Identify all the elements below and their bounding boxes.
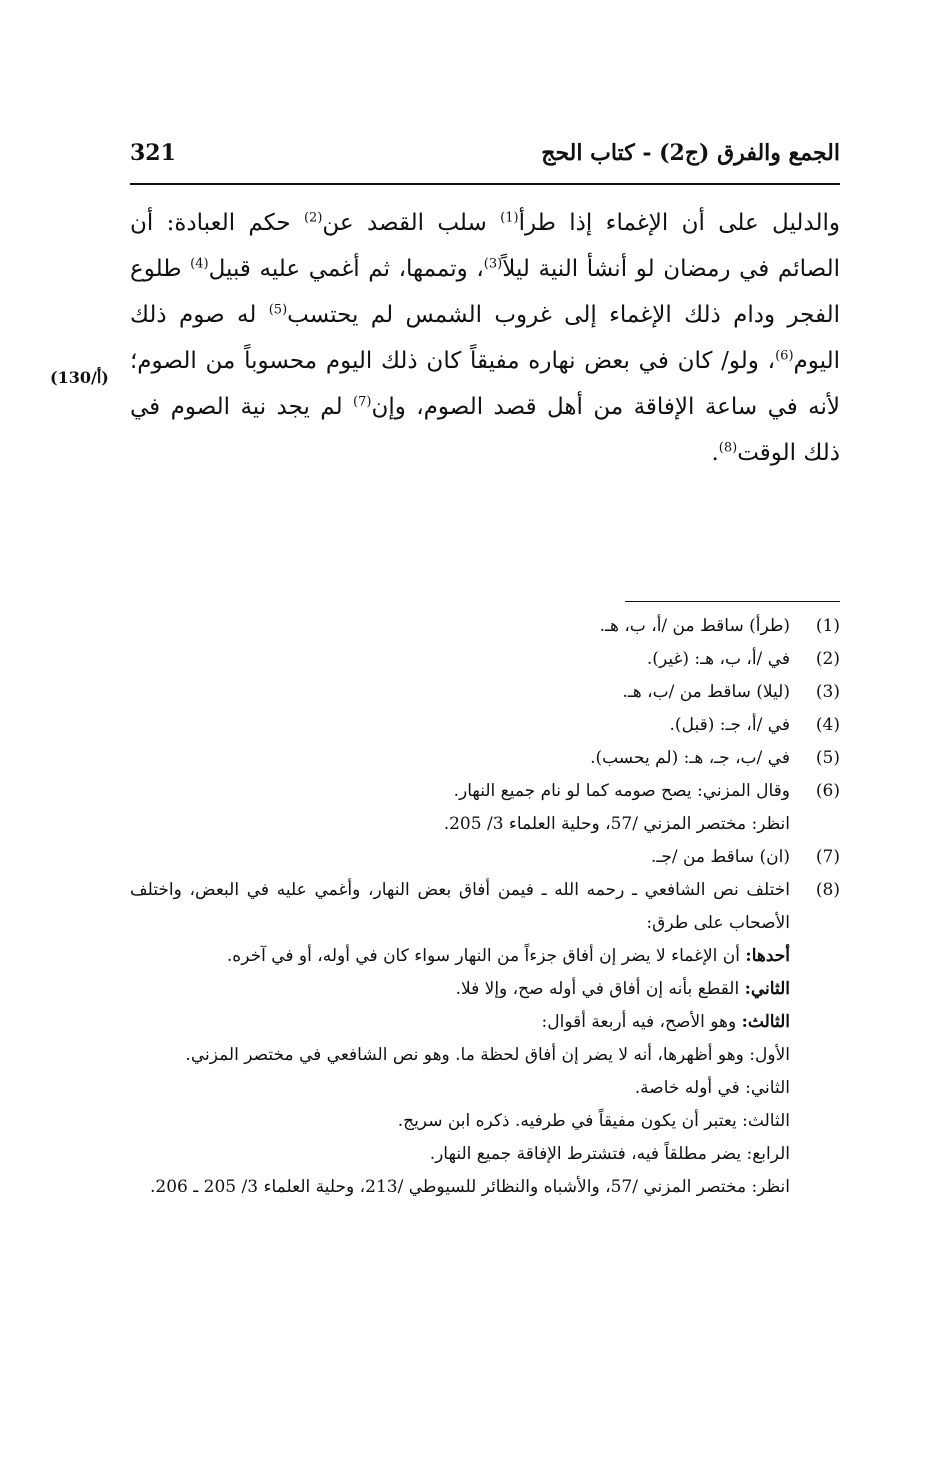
footnote-line: (ليلا) ساقط من /ب، هـ. [622,682,790,702]
footnote [130,676,840,709]
footnote [130,874,840,1204]
method-text: القطع بأنه إن أفاق في أوله صح، وإلا فلا. [455,979,745,999]
text-run: . [711,440,719,466]
footnote [130,742,840,775]
footnote-line: الثالث: يعتبر أن يكون مفيقاً في طرفيه. ذكره ابن سريج. [397,1111,790,1131]
footnote [130,709,840,742]
method-text: أن الإغماء لا يضر إن أفاق جزءاً من النهار سواء كان في أوله، أو في آخره. [226,946,746,966]
footnote-line [130,973,790,1006]
footnote-marker: (1) [500,210,519,226]
footnote-marker: (3) [483,256,503,272]
footnote [130,775,840,841]
footnote-line: الرابع: يضر مطلقاً فيه، فتشترط الإفاقة جميع النهار. [429,1144,790,1164]
method-label: الثالث: [741,1012,790,1032]
footnote-line: (ان) ساقط من /جـ. [650,847,790,867]
footnote-marker: (7) [353,394,372,410]
footnote-line: اختلف نص الشافعي ـ رحمه الله ـ فيمن أفاق بعض النهار، وأغمي عليه في البعض، واختلف الأصحاب على طرق: [130,880,790,933]
main-paragraph [130,200,840,476]
main-text [130,200,840,476]
footnote [130,610,840,643]
footnote-line: في /أ، ب، هـ: (غير). [646,649,790,669]
footnote-line: الثاني: في أوله خاصة. [634,1078,790,1098]
footnote-marker: (8) [718,440,738,456]
footnote [130,643,840,676]
footnote-number: (2) [815,649,840,669]
text-run: سلب القصد عن [322,210,501,236]
footnote-number: (7) [815,847,840,867]
method-label: الثاني: [744,979,790,999]
page-number: 321 [130,140,176,166]
footnote-number: (3) [815,682,840,702]
footnote-number: (4) [815,715,840,735]
footnote [130,841,840,874]
footnote-number: (1) [815,616,840,636]
text-run: والدليل على أن الإغماء إذا طرأ [518,210,840,236]
footnotes [130,610,840,1204]
header-rule [130,183,840,185]
footnote-separator [625,601,840,602]
footnote-marker: (6) [775,348,794,364]
footnote-number: (6) [815,781,840,801]
footnote-line: (طرأ) ساقط من /أ، ب، هـ. [599,616,790,636]
text-run: حكم العبادة: أن الصائم في رمضان لو أنشأ النية ليلاً [130,210,840,282]
footnote-line: وقال المزني: يصح صومه كما لو نام جميع النهار. [453,781,790,801]
footnote-line: الأول: وهو أظهرها، أنه لا يضر إن أفاق لحظة ما. وهو نص الشافعي في مختصر المزني. [185,1045,790,1065]
running-header [130,140,840,180]
footnote-marker: (5) [268,302,288,318]
footnote-number: (5) [815,748,840,768]
text-run: طلوع الفجر ودام ذلك الإغماء إلى غروب الشمس لم يحتسب [130,256,841,328]
footnote-number: (8) [815,880,840,900]
text-run: ، ولو/ كان في بعض نهاره مفيقاً كان ذلك اليوم محسوباً من الصوم؛ لأنه في ساعة الإفاقة من أهل قصد الصوم، وإن [130,348,840,420]
method-label: أحدها: [745,946,790,966]
footnote-line: في /ب، جـ، هـ: (لم يحسب). [590,748,790,768]
footnote-marker: (4) [190,256,209,272]
text-run: ، وتممها، ثم أغمي عليه قبيل [208,256,484,282]
footnote-line: في /أ، جـ: (قبل). [669,715,790,735]
footnote-line: انظر: مختصر المزني /57، وحلية العلماء 3/ 205. [443,814,790,834]
text-run: له صوم ذلك اليوم [130,302,840,374]
footnote-marker: (2) [303,210,323,226]
footnote-line: انظر: مختصر المزني /57، والأشباه والنظائر للسيوطي /213، وحلية العلماء 3/ 205 ـ 206. [150,1177,790,1197]
text-run: لم يجد نية الصوم في ذلك الوقت [130,394,840,466]
book-title: الجمع والفرق (ج2) - كتاب الحج [541,140,840,166]
manuscript-folio-ref: (130/أ) [50,368,109,387]
footnote-line [130,1006,790,1039]
footnote-line [130,940,790,973]
method-text: وهو الأصح، فيه أربعة أقوال: [541,1012,742,1032]
